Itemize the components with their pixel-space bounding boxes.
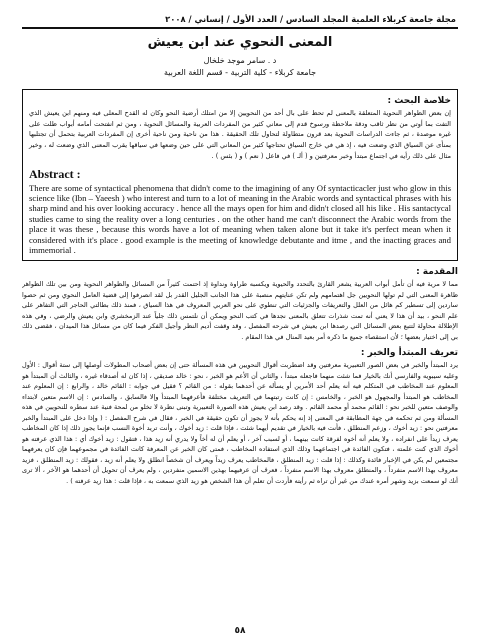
definition-section — [22, 348, 458, 486]
english-abstract-text: There are some of syntactical phenomena that didn't come to the imagining of any Of syntacticacler just who glow in this science like (Ibn – Yaeesh ) who interest and turn to a lot of meaning in the Arabic words and syntactical phrases with his sharp mind and his over looking accuracy . hence all the mays open for him and didn't closed all his like . His santactycal studies came to sing the reality over a long centuries . on the other hand me can't disconnect the Arabic words from the place it was these , because this words have a lot of meaning when taken alone but it take it's perfect mean when it considered with it's place . good example is the meeting of knowledge debutante and itme , and the inacting graces and immemorial . — [29, 182, 451, 255]
english-abstract-heading: Abstract : — [29, 166, 81, 181]
introduction-section — [22, 267, 458, 342]
introduction-heading: المقدمة : — [416, 267, 458, 278]
running-header: مجلة جامعة كربلاء العلمية المجلد السادس / العدد الأول / إنساني / ٢٠٠٨ — [165, 14, 456, 24]
abstract-box — [22, 89, 458, 261]
arabic-abstract-heading: خلاصة البحث : — [387, 96, 451, 106]
definition-heading: تعريف المبتدأ والخبر : — [360, 348, 458, 359]
paper-title: المعنى النحوي عند ابن يعيش — [147, 35, 333, 50]
author-affiliation: جامعة كربلاء - كلية التربية - قسم اللغة العربية — [163, 68, 317, 77]
journal-page — [22, 8, 458, 632]
definition-text: يرد المبتدأ والخبر في بعض الصور التعبيرية معرفتين وقد اضطربت أقوال النحويين في هذه المسألة حتى إن بعض أصحاب المطولات أوصلها إلى ستة أقوال : الأول وعليه سيبويه والفارسي أنك بالخيار فما شئت منهما فاجعله مبتدأ ، والثاني أن الأعم هو الخبر ، نحو : خالد صديقي ، إذا كان له أصدقاء غيره ، والثالث أن المبتدأ هو المعلوم عند المخاطب في المتكلم فيه أنه يعلم أحد الأمرين أو يسأله عن أحدهما بقوله : من القائم ؟ فقيل في جوابه : القائم خالد ، والرابع : إن المعلوم عند المخاطب هو المبتدأ والمجهول هو الخبر ، والخامس : إن كانت رتبتهما في التعريف مختلفة فأعرفهما المبتدأ وإلا فالسابق ، والسادس : إن الاسم متعين لابتداء والوصف متعين للخبر نحو : القائم محمد أو محمد القائم . وقد رصد ابن يعيش هذه الصورة التعبيرية وتبنى نظرة لا تخلو من لمحة فنية عند سطره للنحويين في هذه المسألة ومن ثم تحكمه في جهة المطابقة في المعنى إذ إنه يحكم بأنه لا يجوز أن تكون حقيقة في الخبر ، فقال في شرح المفصل : ( وإذا دخل على المبتدأ والخبر معرفتين نحو : زيد أخوك ، وزعم المنطلق ، فأنت فيه بالخيار في تقديم أيهما شئت ، فإذا قلت : زيد أخوك ، وأنت تريد أخوة النسب فإنما يجوز ذلك إذا كان المخاطب يعرف زيداً على انفراده ، ولا يعلم أنه أخوه لفرقة كانت بينهما ، أو لسبب آخر ، أو يعلم أن له أخاً ولا يدري أنه زيد هذا ، فتقول : زيد أخوك أي : هذا الذي عرفته هو أخوك الذي كنت علمته ، فتكون الفائدة في اجتماعهما وذلك الذي استفاده المخاطب ، فمتى كان الخبر عن المعرفة كانت الفائدة في مجموعهما فإن كان يعرفهما مجتمعين لم يكن في الإخبار فائدة وكذلك : إذا قلت : زيد المنطلق ، فالمخاطب يعرف زيداً ويعرف أن شخصاً انطلق ولا يعلم أنه زيد ، فقولك : زيد المنطلق ، فزيد معروف بهذا الاسم منفرداً ، والمنطلق معروف بهذا الاسم منفرداً ، فعرف أن عرفيهما بهذين الاسمين منفردين ، ولم يعرف أن تحويل أن أحدهما هو الآخر ، ألا ترى أنك لو سمعت بزيد وشهر أمره عندك من غير أن تراه ثم رأيته فأردت أن تعلم أن هذا الشخص هو زيد الذي سمعت به ، فإذا قلت : هذا زيد عرفته ) . — [22, 361, 458, 485]
author-name: د . سامر موجد خلخال — [203, 56, 277, 65]
arabic-abstract-text: إن بعض الظواهر النحوية المتعلقة بالمعنى لم تحظ على بال أحد من النحويين إلا من امتلك أرضية النحو وكان له القدح المعلى فيه ومنهم ابن يعيش الذي التفت بما أوتي من نظر ثاقب ودقة ملاحظة ورسوخ قدم إلى معاني كثير من المفردات العربية والمسائل النحوية ، ومن ثم انفتحت أمامه أبواب ظلت على غيره موصدة ، ثم جاءت الدراسات النحوية بعد قرون متطاولة لتحاول تلك الحقيقة . هذا من ناحية ومن ناحية أخرى إن المفردات العربية بتحمل أن تجتلبها بمنأى عن السياق الذي وضعت فيه ، إذ هي في خارج السياق تحتاجها كثير من المعاني التي على حين وضعها في سياقها يقرب المعنى الذي وضعت له ، وخير مثال على ذلك رأيه في اجتماع مبتدأ وخبر معرفتين و ( ألـ ) في فاعل ( نعم ) و ( بئس ) . — [29, 109, 451, 160]
page-number: ٥٨ — [234, 626, 246, 636]
introduction-text: مما لا مرية فيه أن تأمل أبواب العربية يشعر القارئ بالتحدد والحيوية ويكسبه طراوة ونداوة إذ احتمت كثيراً من المسائل والظواهر النحوية ومن بين تلك الظواهر ظاهرة المعنى التي لم تولها النحويين جل اهتمامهم ولم تكن عنايتهم منصبة على هذا الجانب الجليل القدر بل لقد انصرفوا إلى قضية العامل النحوي ومن ثم حصوا ساردين إلى تسطير كم هائل من العلل والتعريفات والجزئيات التي تنطوي على نحو العربي المعروف في هذا السياق ، فمنذ ذلك بطالتي الحاجر التي التفاهر على علم النحو ، بيد أن هذا لا يعني أنه تمت شذرات تتعلق بالمعنى نجدها في كتب النحو ويمكن أن نلتمس ذلك جلياً عند الزمخشري وابن يعيش والرضي ، وفي هذه الإطلالة محاولة لتتبع بعض المسائل التي رصدها ابن يعيش في شرحه المفصل ، وقد وقفت أديم النظر وأجيل الفكر فيما كان من مسائل هذا الميدان ، فقضى ذلك بي إلى اختيار بعضها ؛ لأن استقصاء جميع ما ذكره أمر بعيد المنال في هذا المقام . — [22, 280, 458, 341]
header-divider — [22, 27, 458, 29]
